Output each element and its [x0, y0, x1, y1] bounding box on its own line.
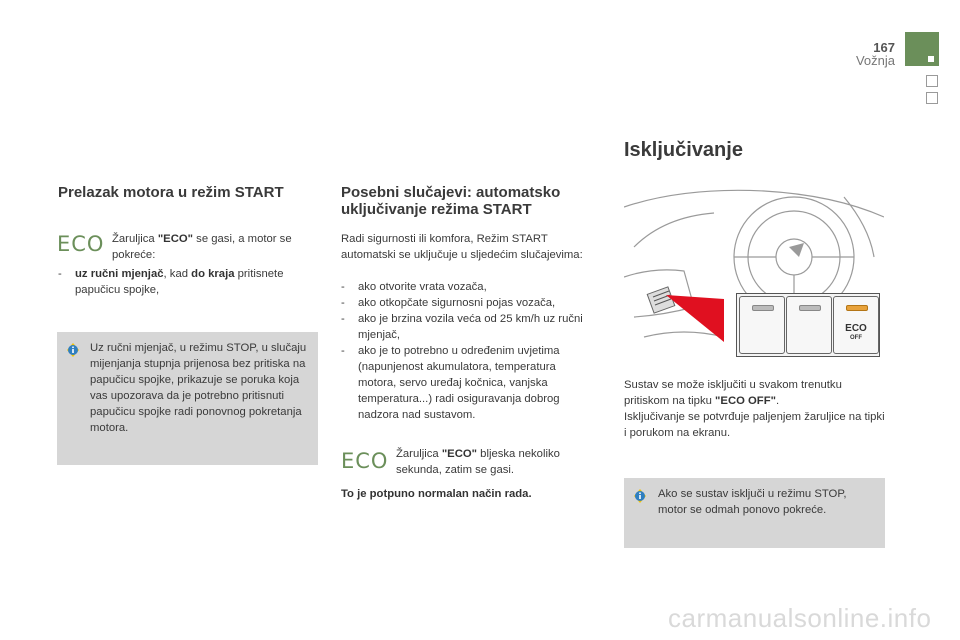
list-item: - ako otkopčate sigurnosni pojas vozača,: [341, 295, 593, 311]
special-cases-list: [341, 279, 593, 423]
deactivation-text: Sustav se može isključiti u svakom trenutku pritiskom na tipku "ECO OFF". Isključivanje se potvrđuje paljenjem žaruljice na tipki i porukom na ekranu.: [624, 379, 885, 439]
info-icon: [65, 342, 81, 358]
watermark: carmanualsonline.info: [668, 603, 932, 633]
heading-deactivation: Isključivanje: [624, 139, 743, 161]
special-cases-intro: Radi sigurnosti ili komfora, Režim START automatski se uključuje u sljedećim slučajevima:: [341, 233, 583, 261]
switch-button-2: [786, 296, 832, 354]
eco-symbol: ECO: [341, 449, 389, 473]
list-item: - uz ručni mjenjač, kad do kraja pritisnete papučicu spojke,: [58, 266, 316, 298]
eco-lamp-icon: [341, 449, 388, 473]
eco-off-button[interactable]: [833, 296, 879, 354]
eco-indicator-icon: [846, 305, 868, 311]
chapter-tab-2: [926, 92, 938, 104]
chapter-tab-1: [926, 75, 938, 87]
info-text: Ako se sustav isključi u režimu STOP, motor se odmah ponovo pokreće.: [658, 488, 847, 516]
switch-button-1: [739, 296, 785, 354]
indicator-icon: [799, 305, 821, 311]
logo-icon: [789, 243, 804, 257]
eco-off-label-bottom: OFF: [850, 335, 862, 341]
switch-panel: [736, 293, 880, 357]
info-box-restart: [624, 478, 885, 548]
list-item: - ako je brzina vozila veća od 25 km/h uz ručni mjenjač,: [341, 311, 593, 343]
section-title: Vožnja: [855, 53, 895, 68]
heading-special-cases: Posebni slučajevi: automatsko uključivanje režima START: [341, 184, 561, 218]
lamp-flash-text: Žaruljica "ECO" bljeska nekoliko sekunda, zatim se gasi.: [396, 448, 560, 476]
page-number: 167: [873, 40, 895, 55]
heading-start-mode: Prelazak motora u režim START: [58, 184, 284, 201]
eco-off-label-top: ECO: [845, 323, 867, 334]
indicator-icon: [752, 305, 774, 311]
tab-marker: [928, 56, 934, 62]
eco-lamp-icon: [57, 232, 104, 256]
info-text: Uz ručni mjenjač, u režimu STOP, u slučaju mijenjanja stupnja prijenosa bez pritiska na papučicu spojke, prikazuje se poruka koja vas upozorava da je potrebno pritisnuti papučicu spojke radi ponovnog pokretanja motora.: [90, 342, 307, 434]
clutch-bullet: [58, 266, 316, 298]
info-icon: [632, 488, 648, 504]
info-box-gear-change: [57, 332, 318, 465]
lamp-off-text: Žaruljica "ECO" se gasi, a motor se pokreće:: [112, 233, 292, 261]
normal-operation-note: To je potpuno normalan način rada.: [341, 488, 532, 500]
chapter-tab-active: [905, 32, 939, 66]
list-item: - ako otvorite vrata vozača,: [341, 279, 593, 295]
list-item: - ako je to potrebno u određenim uvjetima (napunjenost akumulatora, temperatura motora, servo uređaj kočnica, vanjska temperatura...) radi osiguravanja dobrog nadzora nad sustavom.: [341, 343, 593, 423]
eco-symbol: ECO: [57, 232, 105, 256]
